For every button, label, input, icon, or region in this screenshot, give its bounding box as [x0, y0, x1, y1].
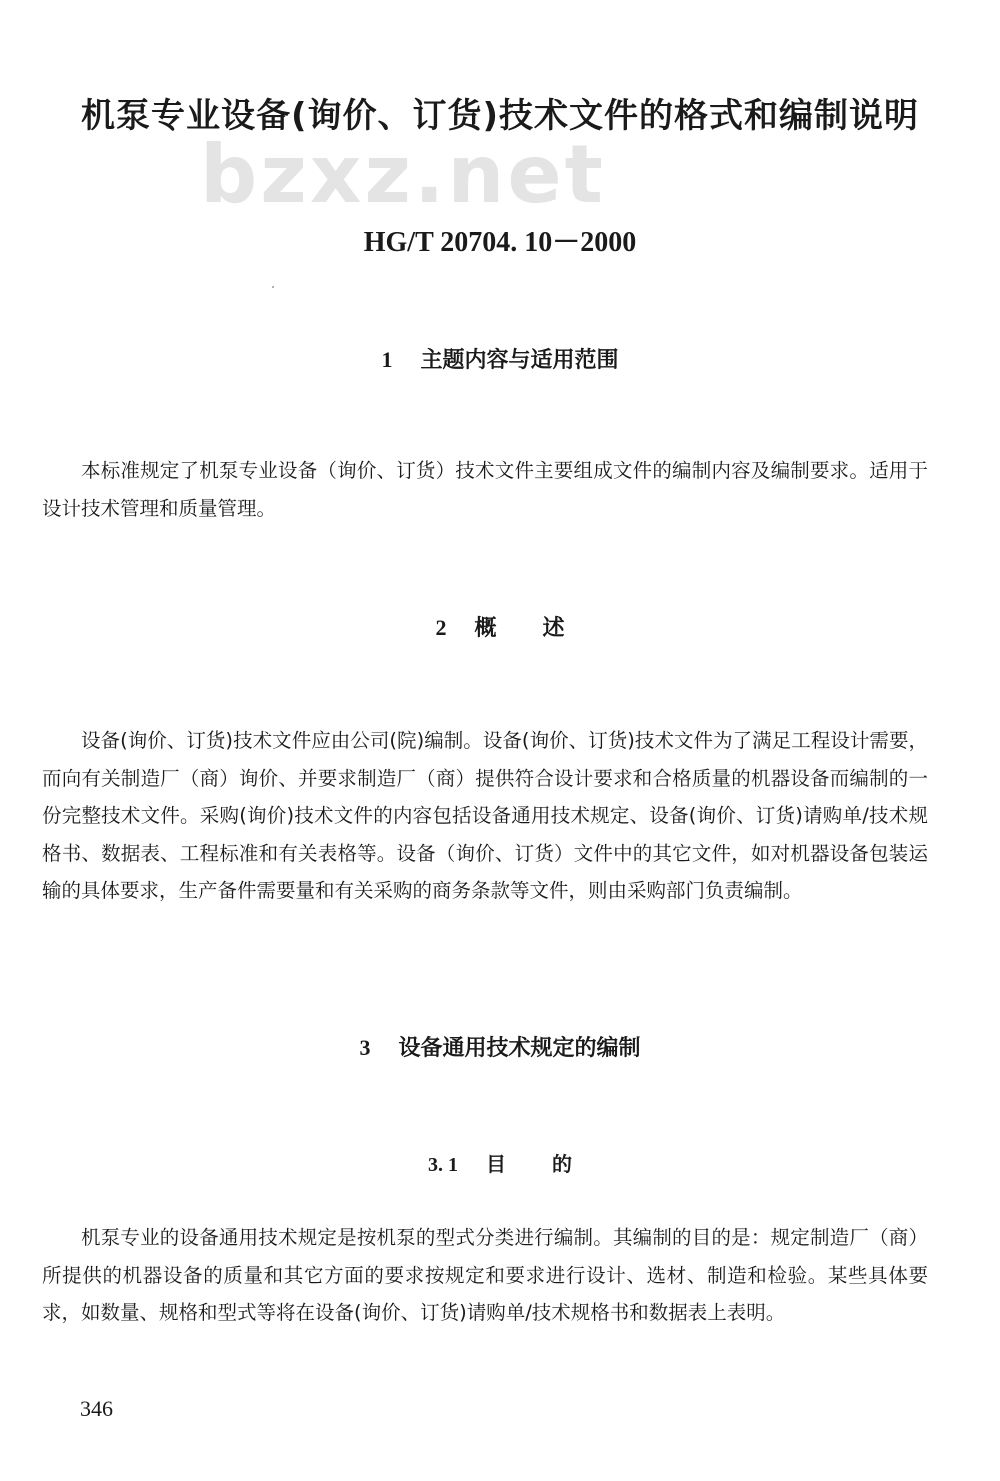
section-2-number: 2	[435, 615, 447, 640]
page-number: 346	[80, 1396, 113, 1421]
section-3-1-number: 3. 1	[428, 1154, 458, 1176]
section-1-heading	[0, 343, 1000, 374]
section-3-heading	[0, 1031, 1000, 1062]
scan-speck	[272, 286, 274, 288]
section-1-number: 1	[381, 347, 393, 372]
section-3-1-title: 目的	[486, 1152, 618, 1176]
section-1-title: 主题内容与适用范围	[420, 348, 619, 373]
section-2-paragraph: 设备(询价、订货)技术文件应由公司(院)编制。设备(询价、订货)技术文件为了满足工程设计需要，而向有关制造厂（商）询价、并要求制造厂（商）提供符合设计要求和合格质量的机器设备而编制的一份完整技术文件。采购(询价)技术文件的内容包括设备通用技术规定、设备(询价、订货)请购单/技术规格书、数据表、工程标准和有关表格等。设备（询价、订货）文件中的其它文件，如对机器设备包装运输的具体要求，生产备件需要量和有关采购的商务条款等文件，则由采购部门负责编制。	[42, 729, 928, 902]
section-3-1-paragraph: 机泵专业的设备通用技术规定是按机泵的型式分类进行编制。其编制的目的是：规定制造厂（商）所提供的机器设备的质量和其它方面的要求按规定和要求进行设计、选材、制造和检验。某些具体要求，如数量、规格和型式等将在设备(询价、订货)请购单/技术规格书和数据表上表明。	[42, 1226, 928, 1324]
standard-code: HG/T 20704. 10－2000	[363, 227, 637, 258]
watermark: bzxz.net	[200, 128, 606, 221]
section-3-number: 3	[359, 1035, 371, 1060]
section-3-title: 设备通用技术规定的编制	[398, 1036, 641, 1061]
document-title: 机泵专业设备(询价、订货)技术文件的格式和编制说明	[80, 96, 920, 136]
section-1-paragraph: 本标准规定了机泵专业设备（询价、订货）技术文件主要组成文件的编制内容及编制要求。适用于设计技术管理和质量管理。	[42, 459, 928, 520]
section-3-1-heading	[0, 1148, 1000, 1177]
section-2-heading	[0, 611, 1000, 642]
section-2-title: 概述	[474, 616, 611, 641]
